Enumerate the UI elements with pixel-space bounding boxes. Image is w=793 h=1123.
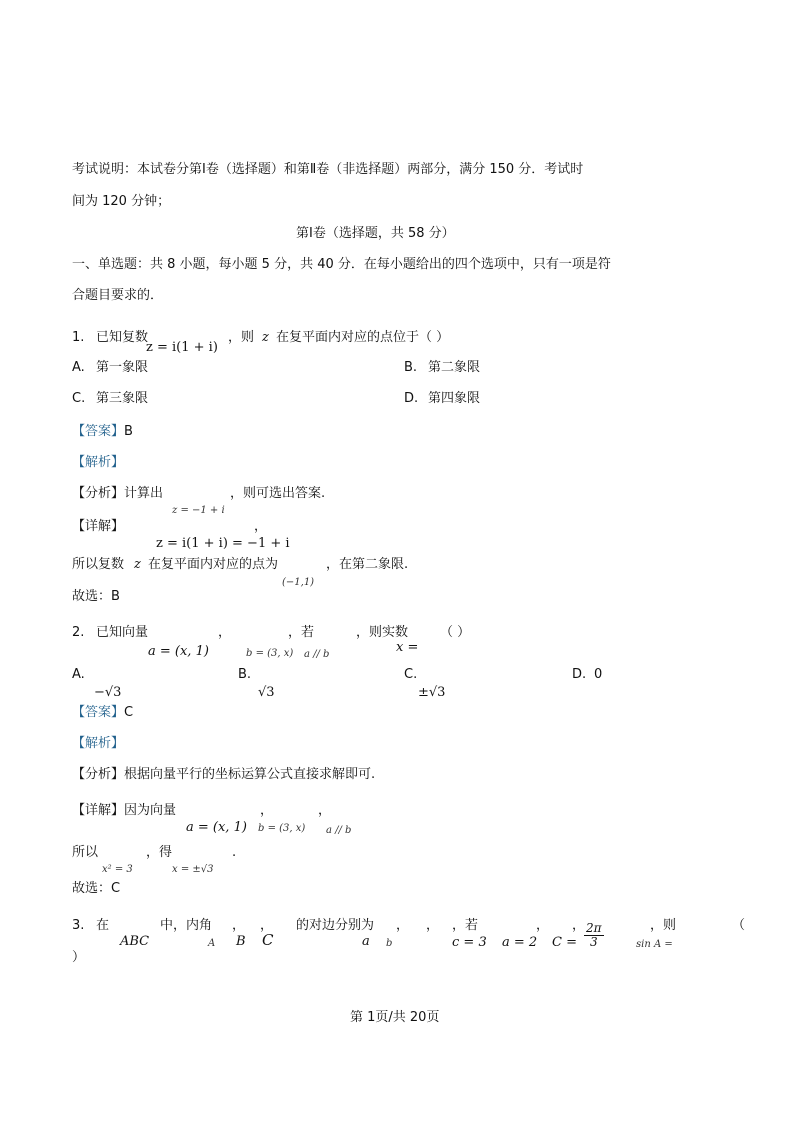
- q2-stem-c: ，则实数: [356, 625, 409, 640]
- q3-triangle-abc: ABC: [120, 934, 150, 949]
- q1-fenxi-text-b: ，则可选出答案.: [230, 486, 326, 501]
- q2-so-c: .: [232, 845, 237, 860]
- q3-text-4: ，: [260, 918, 274, 933]
- q1-option-c-text: 第三象限: [96, 391, 149, 406]
- q1-option-d-text: 第四象限: [428, 391, 481, 406]
- q2-parallel: a // b: [304, 649, 330, 660]
- q1-stem-b: ，则: [228, 330, 255, 345]
- q1-conclusion-var: z: [134, 557, 141, 572]
- q1-conclusion-c: ，在第二象限.: [326, 557, 409, 572]
- q2-option-b-key: B.: [238, 667, 252, 682]
- q1-detail-formula: z = i(1 + i) = −1 + i: [156, 536, 290, 551]
- q3-fraction: [584, 922, 604, 949]
- q1-option-c-key: C.: [72, 391, 86, 406]
- q3-text-8: ，若: [452, 918, 479, 933]
- q3-fraction-denominator: 3: [589, 935, 598, 949]
- q3-text-11: ，则: [650, 918, 677, 933]
- q2-option-c-key: C.: [404, 667, 418, 682]
- answer-tag: 【答案】: [72, 705, 125, 720]
- q3-text-5: 的对边分别为: [296, 918, 375, 933]
- q3-sin-a: sin A =: [636, 939, 673, 950]
- q2-number: 2.: [72, 625, 85, 640]
- q2-vector-a: a = (x, 1): [148, 644, 209, 659]
- q2-option-c-text: ±√3: [418, 685, 446, 700]
- q1-formula: z = i(1 + i): [146, 340, 218, 355]
- q1-fenxi: [72, 486, 163, 502]
- q2-comma-1: ，: [218, 625, 232, 640]
- q2-detail-parallel: a // b: [326, 825, 352, 836]
- q1-fenxi-formula: z = −1 + i: [172, 505, 225, 516]
- q3-text-7: ，: [426, 918, 440, 933]
- q2-option-b-text: √3: [258, 685, 275, 700]
- q3-C-eq: C =: [552, 935, 577, 950]
- part-instructions-line2: 合题目要求的．: [72, 288, 164, 303]
- q3-text-2: 中，内角: [160, 918, 213, 933]
- q2-analysis-tag: 【解析】: [72, 736, 125, 751]
- q2-comma-2: ，: [260, 803, 274, 818]
- fenxi-tag: 【分析】: [72, 767, 125, 782]
- q2-option-a-key: A.: [72, 667, 85, 682]
- q1-option-b-text: 第二象限: [428, 360, 481, 375]
- q3-c-eq: c = 3: [452, 935, 487, 950]
- q1-choose: 故选：B: [72, 589, 120, 604]
- q2-comma-3: ，: [318, 803, 332, 818]
- exam-instructions-line1: 考试说明：本试卷分第Ⅰ卷（选择题）和第Ⅱ卷（非选择题）两部分，满分 150 分．考试时: [72, 162, 584, 177]
- q1-answer: [72, 424, 133, 440]
- q3-text-3: ，: [232, 918, 246, 933]
- q2-eq-2: x = ±√3: [172, 864, 214, 875]
- q2-fenxi: [72, 767, 375, 783]
- detail-tag: 【详解】: [72, 803, 125, 818]
- q2-detail: [72, 803, 176, 819]
- q3-text-9: ，: [536, 918, 550, 933]
- exam-instructions-line2: 间为 120 分钟；: [72, 194, 171, 209]
- q1-analysis-tag: 【解析】: [72, 455, 125, 470]
- q1-option-a-key: A.: [72, 360, 85, 375]
- q2-x-eq: x =: [396, 640, 419, 655]
- q2-stem-a: 已知向量: [96, 625, 149, 640]
- q1-conclusion-a: 所以复数: [72, 557, 125, 572]
- q1-detail-comma: ，: [254, 519, 268, 534]
- fenxi-tag: 【分析】: [72, 486, 125, 501]
- q1-stem-a: 已知复数: [96, 330, 149, 345]
- q1-var: z: [262, 330, 269, 345]
- section-title: 第Ⅰ卷（选择题，共 58 分）: [296, 226, 455, 241]
- q1-number: 1.: [72, 330, 85, 345]
- page-footer: 第 1页/共 20页: [350, 1010, 440, 1025]
- q3-angle-a: A: [208, 938, 216, 949]
- q3-text-10: ，: [572, 918, 586, 933]
- fenxi-text: 根据向量平行的坐标运算公式直接求解即可.: [124, 767, 376, 782]
- q2-option-a-text: −√3: [94, 685, 122, 700]
- fenxi-text-a: 计算出: [124, 486, 164, 501]
- q2-option-d-key: D.: [572, 667, 587, 682]
- q1-conclusion-b: 在复平面内对应的点为: [148, 557, 279, 572]
- q2-detail-vector-b: b = (3, x): [258, 823, 306, 834]
- q3-text-6: ，: [396, 918, 410, 933]
- q3-angle-c: C: [262, 931, 274, 949]
- q3-number: 3.: [72, 918, 85, 933]
- q2-so-a: 所以: [72, 845, 99, 860]
- q3-fraction-numerator: 2π: [586, 921, 602, 935]
- q2-so-b: ，得: [146, 845, 173, 860]
- q1-detail-tag: 【详解】: [72, 519, 125, 534]
- detail-text: 因为向量: [124, 803, 177, 818]
- q2-choose: 故选：C: [72, 881, 121, 896]
- answer-tag: 【答案】: [72, 424, 125, 439]
- q3-text-1: 在: [96, 918, 110, 933]
- q1-option-b-key: B.: [404, 360, 418, 375]
- q1-point: (−1,1): [282, 577, 315, 588]
- q1-stem-c: 在复平面内对应的点位于（ ）: [276, 330, 450, 345]
- q3-a-eq: a = 2: [502, 935, 538, 950]
- q3-text-12: （: [732, 918, 746, 933]
- q1-option-a-text: 第一象限: [96, 360, 149, 375]
- part-instructions-line1: 一、单选题：共 8 小题，每小题 5 分，共 40 分．在每小题给出的四个选项中，只有一项是符: [72, 257, 611, 272]
- q3-side-a: a: [362, 934, 370, 949]
- answer-value: C: [124, 705, 134, 720]
- q2-detail-vector-a: a = (x, 1): [186, 820, 247, 835]
- q1-option-d-key: D.: [404, 391, 419, 406]
- q2-option-d-text: 0: [594, 667, 603, 682]
- q3-side-b: b: [386, 938, 393, 949]
- q2-vector-b: b = (3, x): [246, 648, 294, 659]
- q2-paren: （ ）: [440, 625, 471, 640]
- answer-value: B: [124, 424, 133, 439]
- q2-eq-1: x² = 3: [102, 864, 133, 875]
- q2-answer: [72, 705, 133, 721]
- q2-stem-b: ，若: [288, 625, 315, 640]
- q3-angle-b: B: [236, 934, 246, 949]
- q3-text-13: ）: [72, 950, 86, 965]
